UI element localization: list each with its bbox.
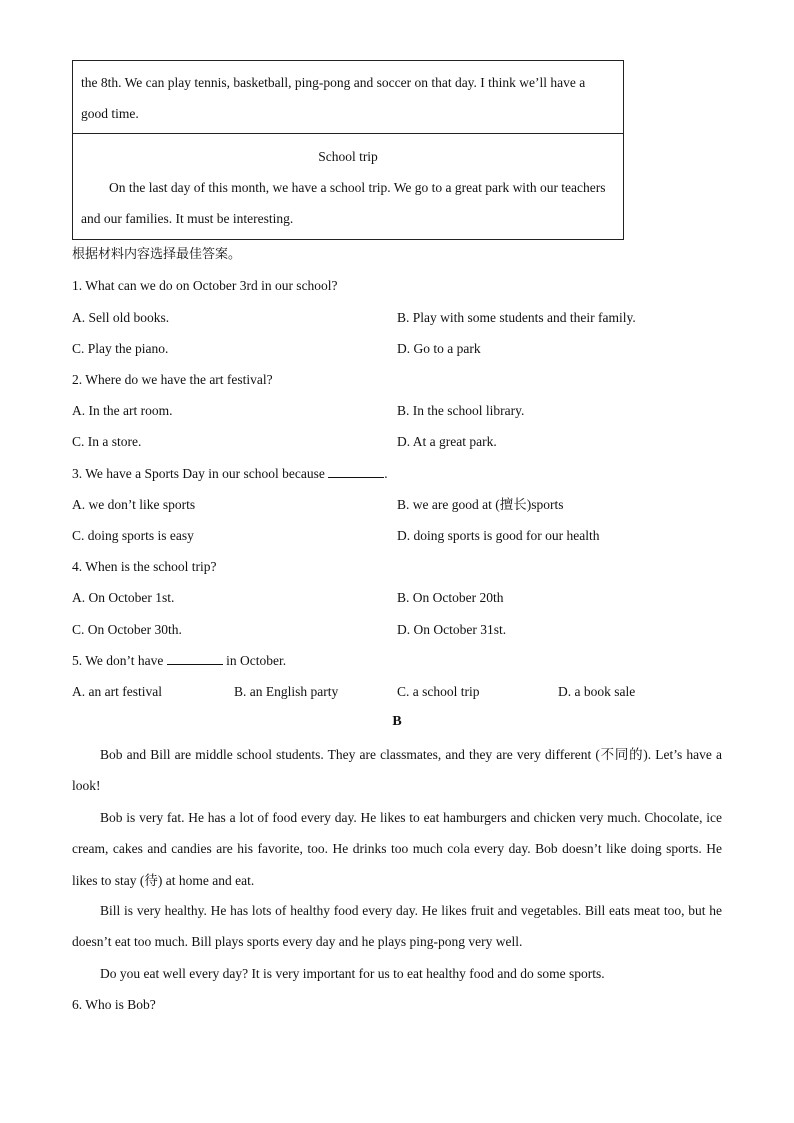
paragraph-text: Do you eat well every day? It is very important for us to eat healthy food and do some sports. [100,966,605,981]
question-5-end: in October. [222,653,287,668]
option-1d: D. Go to a park [397,341,481,356]
question-4: 4. When is the school trip? [72,559,217,574]
option-1b: B. Play with some students and their family. [397,310,636,325]
option-3b: B. we are good at (擅长)sports [397,497,564,512]
option-2d: D. At a great park. [397,434,497,449]
paragraph-text: Bob and Bill are middle school students. They are classmates, and they are very different (不同的). Let’s have a look! [72,747,722,794]
option-4c: C. On October 30th. [72,622,182,637]
passage-box-continued [72,60,624,134]
option-2b: B. In the school library. [397,403,525,418]
paragraph-text: Bill is very healthy. He has lots of healthy food every day. He likes fruit and vegetables. Bill eats meat too, but he doesn’t eat too much. Bill plays sports every day and he plays ping-pong very well. [72,903,722,950]
option-2a: A. In the art room. [72,403,173,418]
option-3c: C. doing sports is easy [72,528,194,543]
section-heading: B [392,714,402,729]
paragraph-4 [72,958,722,989]
option-3d: D. doing sports is good for our health [397,528,600,543]
option-4b: B. On October 20th [397,590,504,605]
answer-blank [167,652,223,665]
paragraph-1 [72,739,722,802]
instruction: 根据材料内容选择最佳答案。 [72,247,242,262]
question-3-end: . [384,466,388,481]
question-1: 1. What can we do on October 3rd in our school? [72,278,338,293]
passage-text: the 8th. We can play tennis, basketball, ping-pong and soccer on that day. I think we’ll have a good time. [81,75,586,121]
option-4d: D. On October 31st. [397,622,507,637]
paragraph-text: Bob is very fat. He has a lot of food every day. He likes to eat hamburgers and chicken very much. Chocolate, ice cream, cakes and candies are his favorite, too. He drinks too much cola every day. Bob doesn’t like doing sports. He likes to stay (待) at home and eat. [72,810,722,888]
option-5b: B. an English party [234,684,339,699]
question-5 [72,652,286,670]
option-5d: D. a book sale [558,684,636,699]
answer-blank [328,465,384,478]
option-4a: A. On October 1st. [72,590,175,605]
passage-text: On the last day of this month, we have a school trip. We go to a great park with our teachers and our families. It must be interesting. [81,180,606,226]
option-5a: A. an art festival [72,684,162,699]
question-3-text: 3. We have a Sports Day in our school because [72,466,329,481]
option-3a: A. we don’t like sports [72,497,196,512]
paragraph-2 [72,802,722,896]
paragraph-3 [72,895,722,958]
passage-box-school-trip [72,133,624,240]
question-2: 2. Where do we have the art festival? [72,372,273,387]
option-5c: C. a school trip [397,684,480,699]
option-1c: C. Play the piano. [72,341,169,356]
option-1a: A. Sell old books. [72,310,170,325]
question-3 [72,465,388,483]
option-2c: C. In a store. [72,434,142,449]
box-title: School trip [318,149,378,164]
question-5-text: 5. We don’t have [72,653,167,668]
question-6: 6. Who is Bob? [72,997,156,1012]
